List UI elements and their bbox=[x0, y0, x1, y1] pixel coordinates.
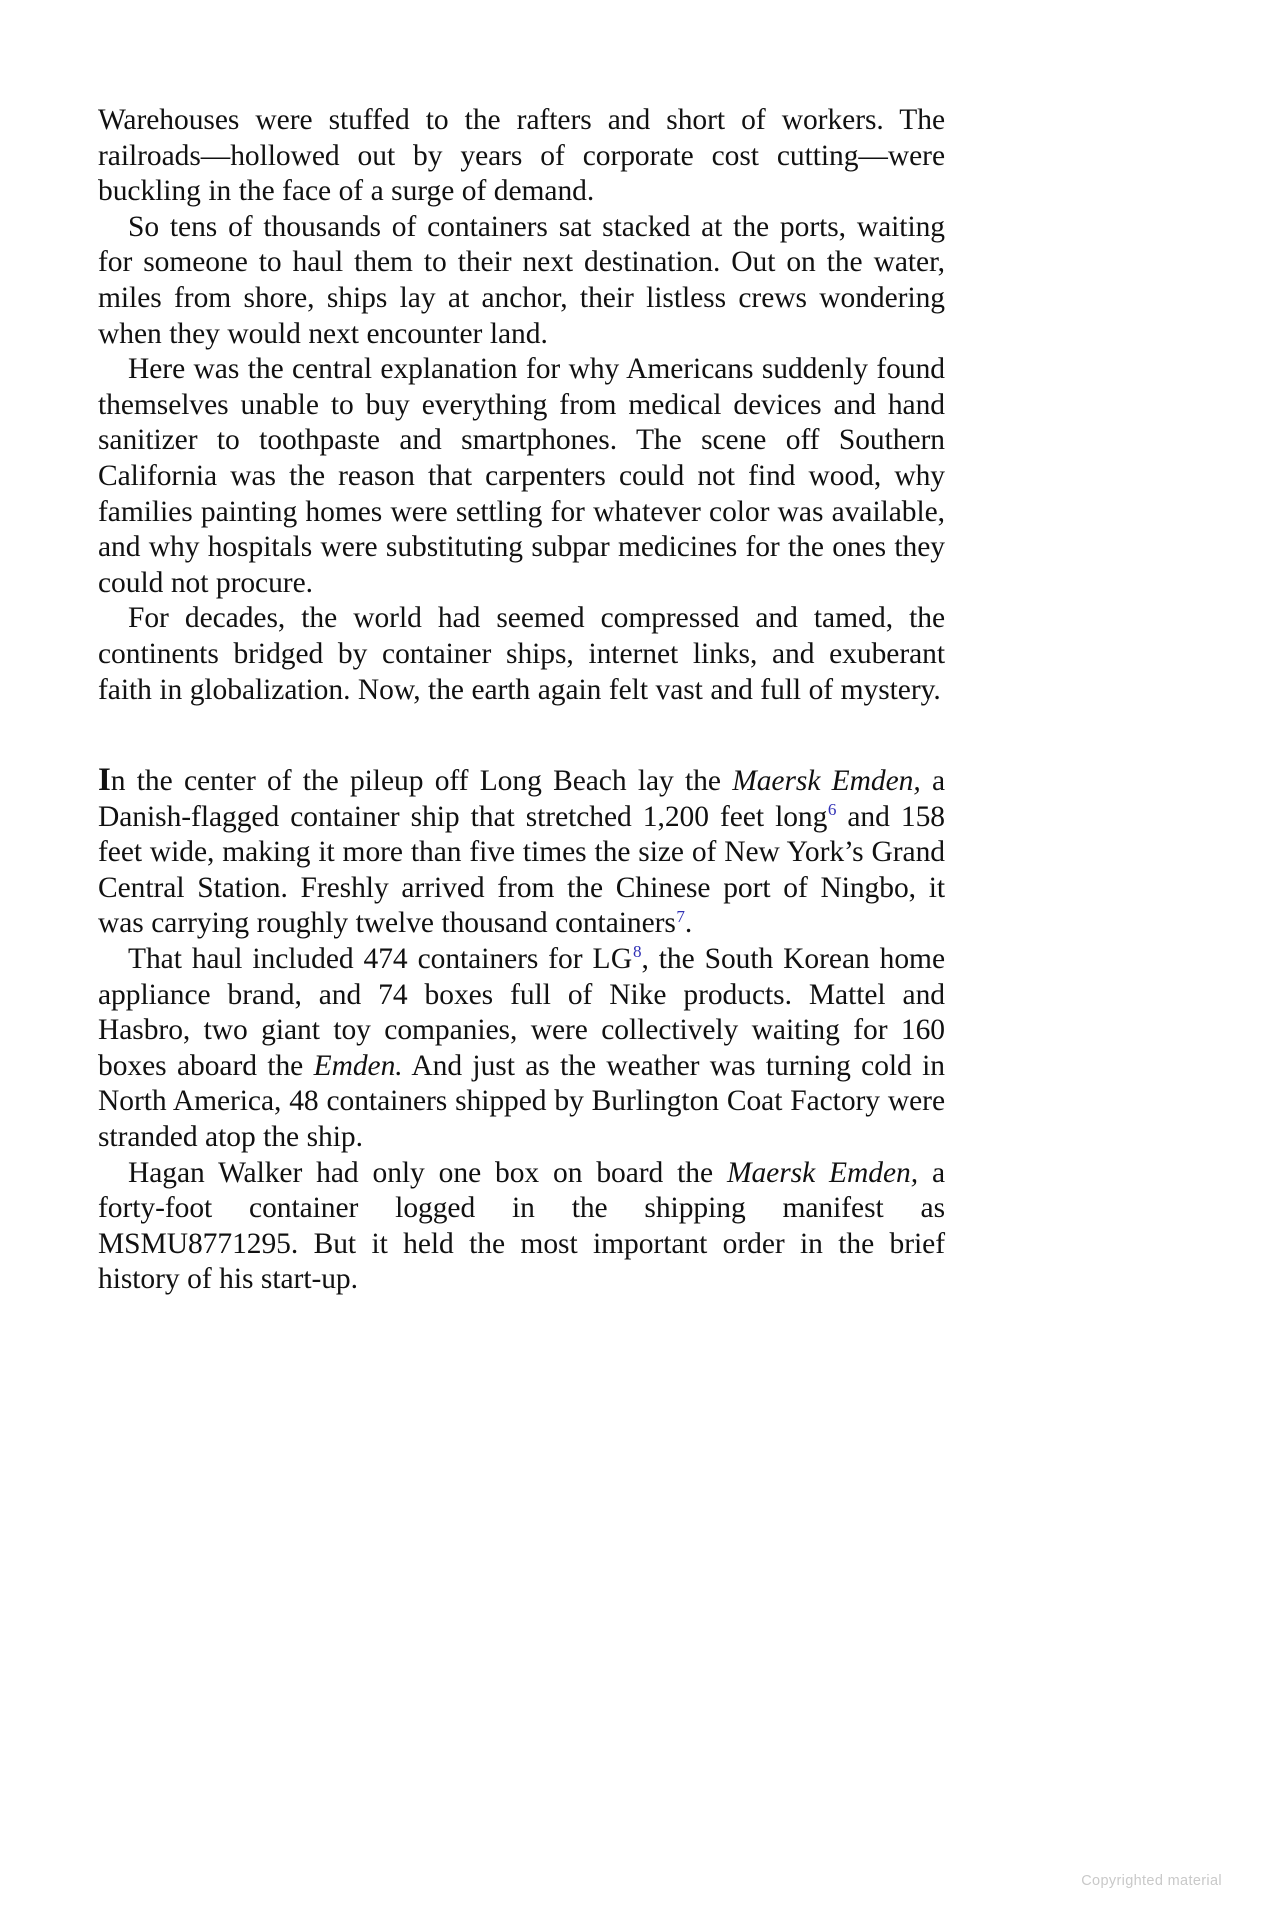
body-text-run: a forty-foot container logged in the shipping manifest as MSMU8771295. But it held the most important order in the brief history of his start-up. bbox=[98, 1156, 945, 1296]
body-text-run: a Danish-flagged container ship that stretched 1,200 feet long bbox=[98, 765, 945, 833]
body-text-run: So tens of thousands of containers sat stacked at the ports, waiting for someone to haul them to their next destination. Out on the water, miles from shore, ships lay at anchor, their listless crews wondering when they would next encounter land. bbox=[98, 210, 945, 350]
ship-name-italic: Maersk Emden, bbox=[732, 765, 921, 798]
body-text-run: Warehouses were stuffed to the rafters and short of workers. The railroads—hollowed out by years of corporate cost cutting—were buckling in the face of a surge of demand. bbox=[98, 104, 945, 208]
paragraph-hagan-walker bbox=[98, 1156, 945, 1298]
page-text-block bbox=[98, 103, 945, 1298]
paragraph-that-haul-included bbox=[98, 942, 945, 1156]
section-2 bbox=[98, 764, 945, 1298]
paragraph-in-the-center-of-the-pileup bbox=[98, 764, 945, 942]
section-break-spacer bbox=[98, 708, 945, 764]
body-text-run: n the center of the pileup off Long Beach lay the bbox=[110, 765, 733, 798]
footnote-reference-link[interactable]: 7 bbox=[676, 906, 685, 926]
footnote-reference-link[interactable]: 6 bbox=[827, 799, 837, 819]
body-text-run: . bbox=[684, 907, 693, 940]
section-1 bbox=[98, 103, 945, 708]
paragraph-so-tens-of-thousands bbox=[98, 210, 945, 352]
body-text-run: Hagan Walker had only one box on board the bbox=[128, 1156, 727, 1189]
paragraph-here-was-the-central-explanation bbox=[98, 352, 945, 601]
body-text-run: Here was the central explanation for why Americans suddenly found themselves unable to buy everything from medical devices and hand sanitizer to toothpaste and smartphones. The scene off Southern California was the reason that carpenters could not find wood, why families painting homes were settling for whatever color was available, and why hospitals were substituting subpar medicines for the ones they could not procure. bbox=[98, 353, 945, 599]
small-caps-text: LG bbox=[592, 943, 633, 976]
body-text-run: , the South Korean home appliance brand, and 74 boxes full of Nike products. Mattel and Hasbro, two giant toy companies, were collectively waiting for 160 boxes aboard the bbox=[98, 943, 945, 1082]
footnote-reference-link[interactable]: 8 bbox=[632, 942, 642, 962]
body-text-run: And just as the weather was turning cold in North America, 48 containers shipped by Burlington Coat Factory were stranded atop the ship. bbox=[98, 1049, 945, 1154]
paragraph-for-decades bbox=[98, 601, 945, 708]
body-text-run: and 158 feet wide, making it more than five times the size of New York’s Grand Central Station. Freshly arrived from the Chinese port of Ningbo, it was carrying roughly twelve thousand containers bbox=[98, 800, 945, 940]
paragraph-initial-letter: I bbox=[98, 762, 111, 799]
body-text-run: That haul included 474 containers for bbox=[128, 943, 593, 976]
ship-name-italic: Maersk Emden, bbox=[726, 1156, 919, 1189]
copyright-watermark: Copyrighted material bbox=[1081, 1873, 1222, 1889]
paragraph-warehouses bbox=[98, 103, 945, 210]
ship-name-italic: Emden. bbox=[313, 1049, 403, 1082]
body-text-run: For decades, the world had seemed compressed and tamed, the continents bridged by container ships, internet links, and exuberant faith in globalization. Now, the earth again felt vast and full of mystery. bbox=[98, 602, 945, 706]
